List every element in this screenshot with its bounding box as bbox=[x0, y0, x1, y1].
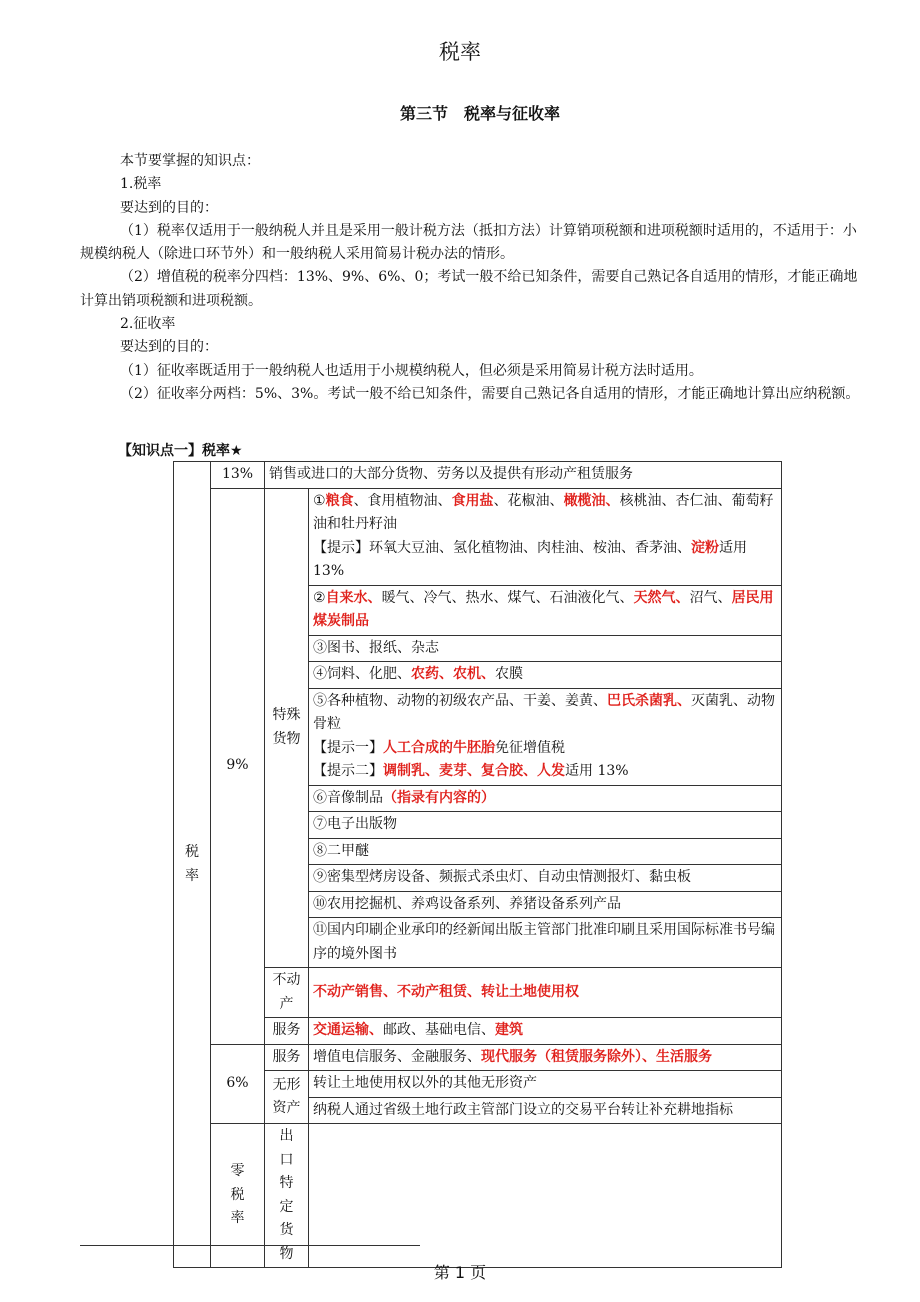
goods-item-1 bbox=[309, 488, 782, 585]
intro-line: 本节要掌握的知识点： bbox=[120, 153, 260, 169]
highlight-text: 建筑 bbox=[495, 1022, 523, 1038]
tip-text: 【提示一】 bbox=[313, 739, 383, 756]
rate-cell-9: 9% bbox=[211, 488, 265, 1044]
highlight-text: 现代服务（租赁服务除外）、生活服务 bbox=[481, 1048, 712, 1065]
highlight-text: 淀粉 bbox=[691, 539, 719, 556]
highlight-text: 居民用煤炭制品 bbox=[313, 589, 774, 629]
table-row bbox=[174, 1071, 782, 1098]
table-head-label: 税率 bbox=[184, 844, 199, 884]
intro-line: （2）增值税的税率分四档：13%、9%、6%、0；考试一般不给已知条件，需要自己熟记各自适用的情形，才能正确地计算出销项税额和进项税额。 bbox=[80, 269, 858, 309]
knowledge-point-heading: 【知识点一】税率★ bbox=[118, 443, 243, 459]
intro-line: 2.征收率 bbox=[120, 316, 176, 333]
highlight-text: 不动产销售、不动产租赁、转让土地使用权 bbox=[313, 983, 579, 1000]
intro-text bbox=[80, 150, 870, 406]
item-text: 、食用植物油、 bbox=[353, 492, 452, 509]
highlight-text: （指录有内容的） bbox=[383, 789, 495, 806]
item-text: 核桃油、杏仁油、葡萄籽油和牡丹籽油 bbox=[313, 492, 774, 532]
section-title: 第三节 税率与征收率 bbox=[399, 104, 560, 123]
highlight-text: 人工合成的牛胚胎 bbox=[383, 739, 495, 756]
goods-item-7: ⑦电子出版物 bbox=[309, 812, 782, 839]
item-text: ④饲料、化肥、 bbox=[313, 666, 411, 682]
export-label: 出口特定货物 bbox=[279, 1128, 294, 1262]
intro-line: 要达到的目的： bbox=[120, 199, 218, 216]
tip-text: 【提示】环氧大豆油、氢化植物油、肉桂油、桉油、香茅油、 bbox=[313, 539, 691, 556]
tip-text: 免征增值税 bbox=[495, 739, 565, 756]
tax-rate-table bbox=[173, 461, 782, 1268]
item-text: 灭菌乳、动物骨粒 bbox=[313, 692, 775, 732]
table-head-cell bbox=[174, 462, 211, 1268]
goods-item-8: ⑧二甲醚 bbox=[309, 838, 782, 865]
goods-item-3: ③图书、报纸、杂志 bbox=[309, 635, 782, 662]
item-text: ⑥音像制品 bbox=[313, 789, 383, 806]
highlight-text: 调制乳、麦芽、复合胶、人发 bbox=[383, 763, 565, 779]
tip-text: 适用 13% bbox=[565, 763, 629, 779]
page-number: 第 1 页 bbox=[433, 1263, 487, 1282]
footer-divider bbox=[80, 1245, 420, 1246]
rate-13-text: 销售或进口的大部分货物、劳务以及提供有形动产租赁服务 bbox=[265, 462, 782, 489]
goods-item-11: ⑪国内印刷企业承印的经新闻出版主管部门批准印刷且采用国际标准书号编序的境外图书 bbox=[309, 918, 782, 968]
zero-rate-label: 零税率 bbox=[230, 1163, 245, 1227]
item-text: 邮政、基础电信、 bbox=[383, 1022, 495, 1038]
table-row bbox=[174, 462, 782, 489]
table-row bbox=[174, 1044, 782, 1071]
highlight-text: 农药、农机、 bbox=[411, 666, 495, 682]
item-number: ② bbox=[313, 589, 326, 606]
tip-text: 【提示二】 bbox=[313, 763, 383, 779]
item-text: ⑤各种植物、动物的初级农产品、干姜、姜黄、 bbox=[313, 692, 607, 709]
intro-line: （1）征收率既适用于一般纳税人也适用于小规模纳税人，但必须是采用简易计税方法时适用。 bbox=[120, 362, 703, 379]
item-text: 沼气、 bbox=[689, 589, 732, 606]
highlight-text: 自来水、 bbox=[325, 589, 382, 606]
category-service-9: 服务 bbox=[265, 1018, 309, 1045]
goods-item-6 bbox=[309, 785, 782, 812]
goods-item-2 bbox=[309, 585, 782, 635]
service-6-text bbox=[309, 1044, 782, 1071]
highlight-text: 橄榄油、 bbox=[563, 492, 620, 509]
intro-line: （2）征收率分两档：5%、3%。考试一般不给已知条件，需要自己熟记各自适用的情形，才能正确地计算出应纳税额。 bbox=[120, 385, 860, 402]
intro-line: （1）税率仅适用于一般纳税人并且是采用一般计税方法（抵扣方法）计算销项税额和进项税额时适用的，不适用于：小规模纳税人（除进口环节外）和一般纳税人采用简易计税办法的情形。 bbox=[80, 222, 857, 263]
highlight-text: 粮食 bbox=[325, 492, 354, 509]
item-text: 增值电信服务、金融服务、 bbox=[313, 1048, 481, 1065]
service-9-text bbox=[309, 1018, 782, 1045]
highlight-text: 交通运输、 bbox=[313, 1022, 383, 1038]
category-real-estate: 不动产 bbox=[265, 968, 309, 1018]
goods-item-4 bbox=[309, 662, 782, 689]
intangible-text-2: 纳税人通过省级土地行政主管部门设立的交易平台转让补充耕地指标 bbox=[309, 1097, 782, 1124]
highlight-text: 天然气、 bbox=[633, 589, 690, 606]
category-special-goods: 特殊货物 bbox=[265, 488, 309, 968]
category-service-6: 服务 bbox=[265, 1044, 309, 1071]
real-estate-text bbox=[309, 968, 782, 1018]
goods-item-9: ⑨密集型烤房设备、频振式杀虫灯、自动虫情测报灯、黏虫板 bbox=[309, 865, 782, 892]
goods-item-10: ⑩农用挖掘机、养鸡设备系列、养猪设备系列产品 bbox=[309, 891, 782, 918]
table-row bbox=[174, 968, 782, 1018]
tip-text: 适用 13% bbox=[313, 539, 747, 579]
item-text: 暖气、冷气、热水、煤气、石油液化气、 bbox=[381, 589, 634, 606]
intangible-text-1: 转让土地使用权以外的其他无形资产 bbox=[309, 1071, 782, 1098]
intro-line: 要达到的目的： bbox=[120, 339, 218, 356]
intro-line: 1.税率 bbox=[120, 176, 162, 193]
table-row bbox=[174, 1018, 782, 1045]
rate-cell-13: 13% bbox=[211, 462, 265, 489]
document-title: 税率 bbox=[439, 40, 481, 64]
item-text: 、花椒油、 bbox=[493, 492, 564, 509]
item-text: 农膜 bbox=[495, 666, 523, 682]
item-number: ① bbox=[313, 492, 326, 509]
rate-cell-6: 6% bbox=[211, 1044, 265, 1124]
highlight-text: 食用盐 bbox=[451, 492, 494, 509]
table-row bbox=[174, 488, 782, 585]
highlight-text: 巴氏杀菌乳、 bbox=[607, 692, 691, 709]
category-intangible: 无形资产 bbox=[265, 1071, 309, 1124]
goods-item-5 bbox=[309, 688, 782, 785]
